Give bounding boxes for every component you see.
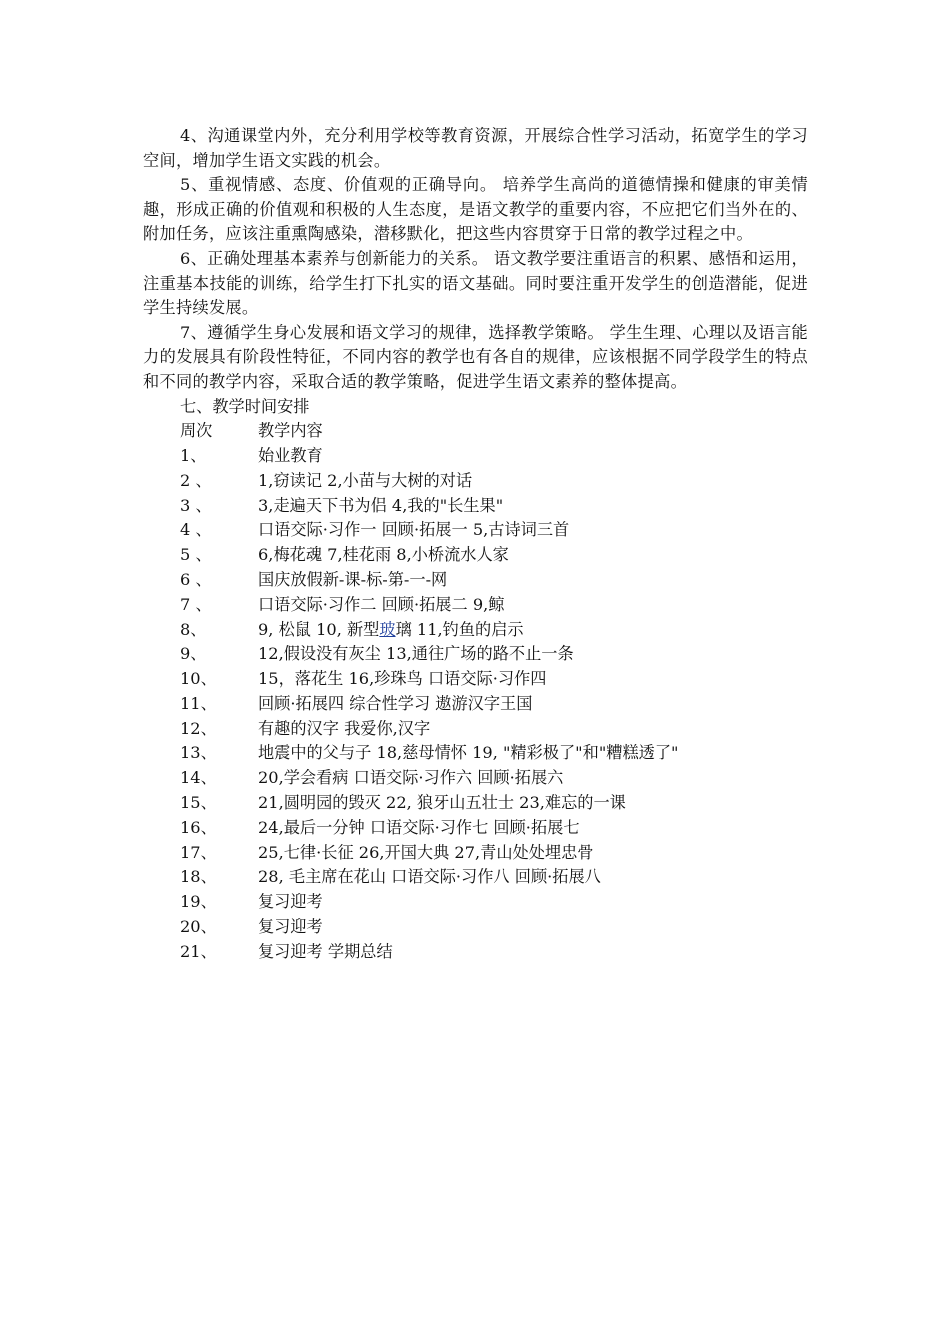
- week-number: 15、: [180, 793, 217, 813]
- paragraph-7: 7、遵循学生身心发展和语文学习的规律，选择教学策略。 学生生理、心理以及语言能力的发展具有阶段性特征，不同内容的教学也有各自的规律，应该根据不同学段学生的特点和不同的教学内容，采取合适的教学策略，促进学生语文素养的整体提高。: [143, 322, 808, 391]
- paragraph-6: 6、正确处理基本素养与创新能力的关系。 语文教学要注重语言的积累、感悟和运用，注重基本技能的训练，给学生打下扎实的语文基础。同时要注重开发学生的创造潜能，促进学生持续发展。: [143, 248, 808, 318]
- week-number: 5 、: [180, 545, 212, 565]
- week-content: 3,走遍天下书为侣 4,我的"长生果": [258, 495, 504, 515]
- document-page: [143, 124, 808, 965]
- paragraph-5: 5、重视情感、态度、价值观的正确导向。 培养学生高尚的道德情操和健康的审美情趣，形成正确的价值观和积极的人生态度，是语文教学的重要内容，不应把它们当外在的、附加任务，应该注重熏陶感染，潜移默化，把这些内容贯穿于日常的教学过程之中。: [143, 175, 808, 244]
- schedule-row: [143, 940, 808, 965]
- week-content: 1,窃读记 2,小苗与大树的对话: [258, 470, 473, 490]
- schedule-header: [143, 419, 808, 444]
- schedule-header-content: 教学内容: [258, 421, 323, 441]
- week-number: 18、: [180, 867, 217, 887]
- week-content: 21,圆明园的毁灭 22, 狼牙山五壮士 23,难忘的一课: [258, 793, 626, 813]
- schedule-row: [143, 791, 808, 816]
- week-number: 16、: [180, 817, 217, 837]
- schedule-header-week: 周次: [180, 421, 213, 441]
- schedule-row: [143, 816, 808, 841]
- schedule-row: [143, 766, 808, 791]
- week-number: 21、: [180, 941, 217, 961]
- schedule-row: [143, 518, 808, 543]
- week-content: 有趣的汉字 我爱你,汉字: [258, 718, 431, 738]
- schedule-row: [143, 890, 808, 915]
- week-content: 15，落花生 16,珍珠鸟 口语交际·习作四: [258, 669, 547, 689]
- paragraph-4: 4、沟通课堂内外，充分利用学校等教育资源，开展综合性学习活动，拓宽学生的学习空间，增加学生语文实践的机会。: [143, 126, 808, 170]
- week-number: 19、: [180, 892, 217, 912]
- week-content: 28, 毛主席在花山 口语交际·习作八 回顾·拓展八: [258, 867, 601, 887]
- week-number: 13、: [180, 743, 217, 763]
- schedule-row: [143, 444, 808, 469]
- week-number: 10、: [180, 669, 217, 689]
- hyperlink[interactable]: 玻: [379, 619, 396, 639]
- week-number: 4 、: [180, 520, 212, 540]
- week-content: 25,七律·长征 26,开国大典 27,青山处处埋忠骨: [258, 842, 594, 862]
- week-content: 24,最后一分钟 口语交际·习作七 回顾·拓展七: [258, 817, 580, 837]
- week-number: 8、: [180, 619, 207, 639]
- schedule-row: [143, 692, 808, 717]
- schedule-row: [143, 741, 808, 766]
- week-number: 20、: [180, 917, 217, 937]
- week-number: 17、: [180, 842, 217, 862]
- week-content: 口语交际·习作一 回顾·拓展一 5,古诗词三首: [258, 520, 570, 540]
- week-content: [258, 618, 524, 643]
- week-number: 3 、: [180, 495, 212, 515]
- week-number: 14、: [180, 768, 217, 788]
- schedule-row: [143, 543, 808, 568]
- schedule-row: [143, 618, 808, 643]
- section-heading: 七、教学时间安排: [180, 396, 310, 416]
- schedule-row: [143, 469, 808, 494]
- schedule-row: [143, 593, 808, 618]
- week-content: 口语交际·习作二 回顾·拓展二 9,鲸: [258, 594, 505, 614]
- week-content-text: 9, 松鼠 10, 新型: [258, 619, 380, 639]
- week-number: 7 、: [180, 594, 212, 614]
- schedule-row: [143, 667, 808, 692]
- schedule-row: [143, 642, 808, 667]
- week-content-text: 璃 11,钓鱼的启示: [395, 619, 524, 639]
- schedule-row: [143, 717, 808, 742]
- week-content: 6,梅花魂 7,桂花雨 8,小桥流水人家: [258, 545, 509, 565]
- week-content: 地震中的父与子 18,慈母情怀 19, "精彩极了"和"糟糕透了": [258, 743, 679, 763]
- schedule-row: [143, 915, 808, 940]
- week-content: 复习迎考 学期总结: [258, 941, 393, 961]
- week-content: 复习迎考: [258, 917, 323, 937]
- week-number: 2 、: [180, 470, 212, 490]
- week-number: 1、: [180, 445, 207, 465]
- week-content: 回顾·拓展四 综合性学习 遨游汉字王国: [258, 693, 533, 713]
- week-content: 复习迎考: [258, 892, 323, 912]
- schedule-row: [143, 865, 808, 890]
- schedule-row: [143, 841, 808, 866]
- schedule-row: [143, 568, 808, 593]
- week-number: 6 、: [180, 569, 212, 589]
- week-content: 始业教育: [258, 445, 323, 465]
- week-content: 20,学会看病 口语交际·习作六 回顾·拓展六: [258, 768, 564, 788]
- week-content: 12,假设没有灰尘 13,通往广场的路不止一条: [258, 644, 574, 664]
- week-number: 11、: [180, 693, 217, 713]
- week-number: 9、: [180, 644, 207, 664]
- week-content: 国庆放假新-课-标-第-一-网: [258, 569, 448, 589]
- schedule-row: [143, 494, 808, 519]
- week-number: 12、: [180, 718, 217, 738]
